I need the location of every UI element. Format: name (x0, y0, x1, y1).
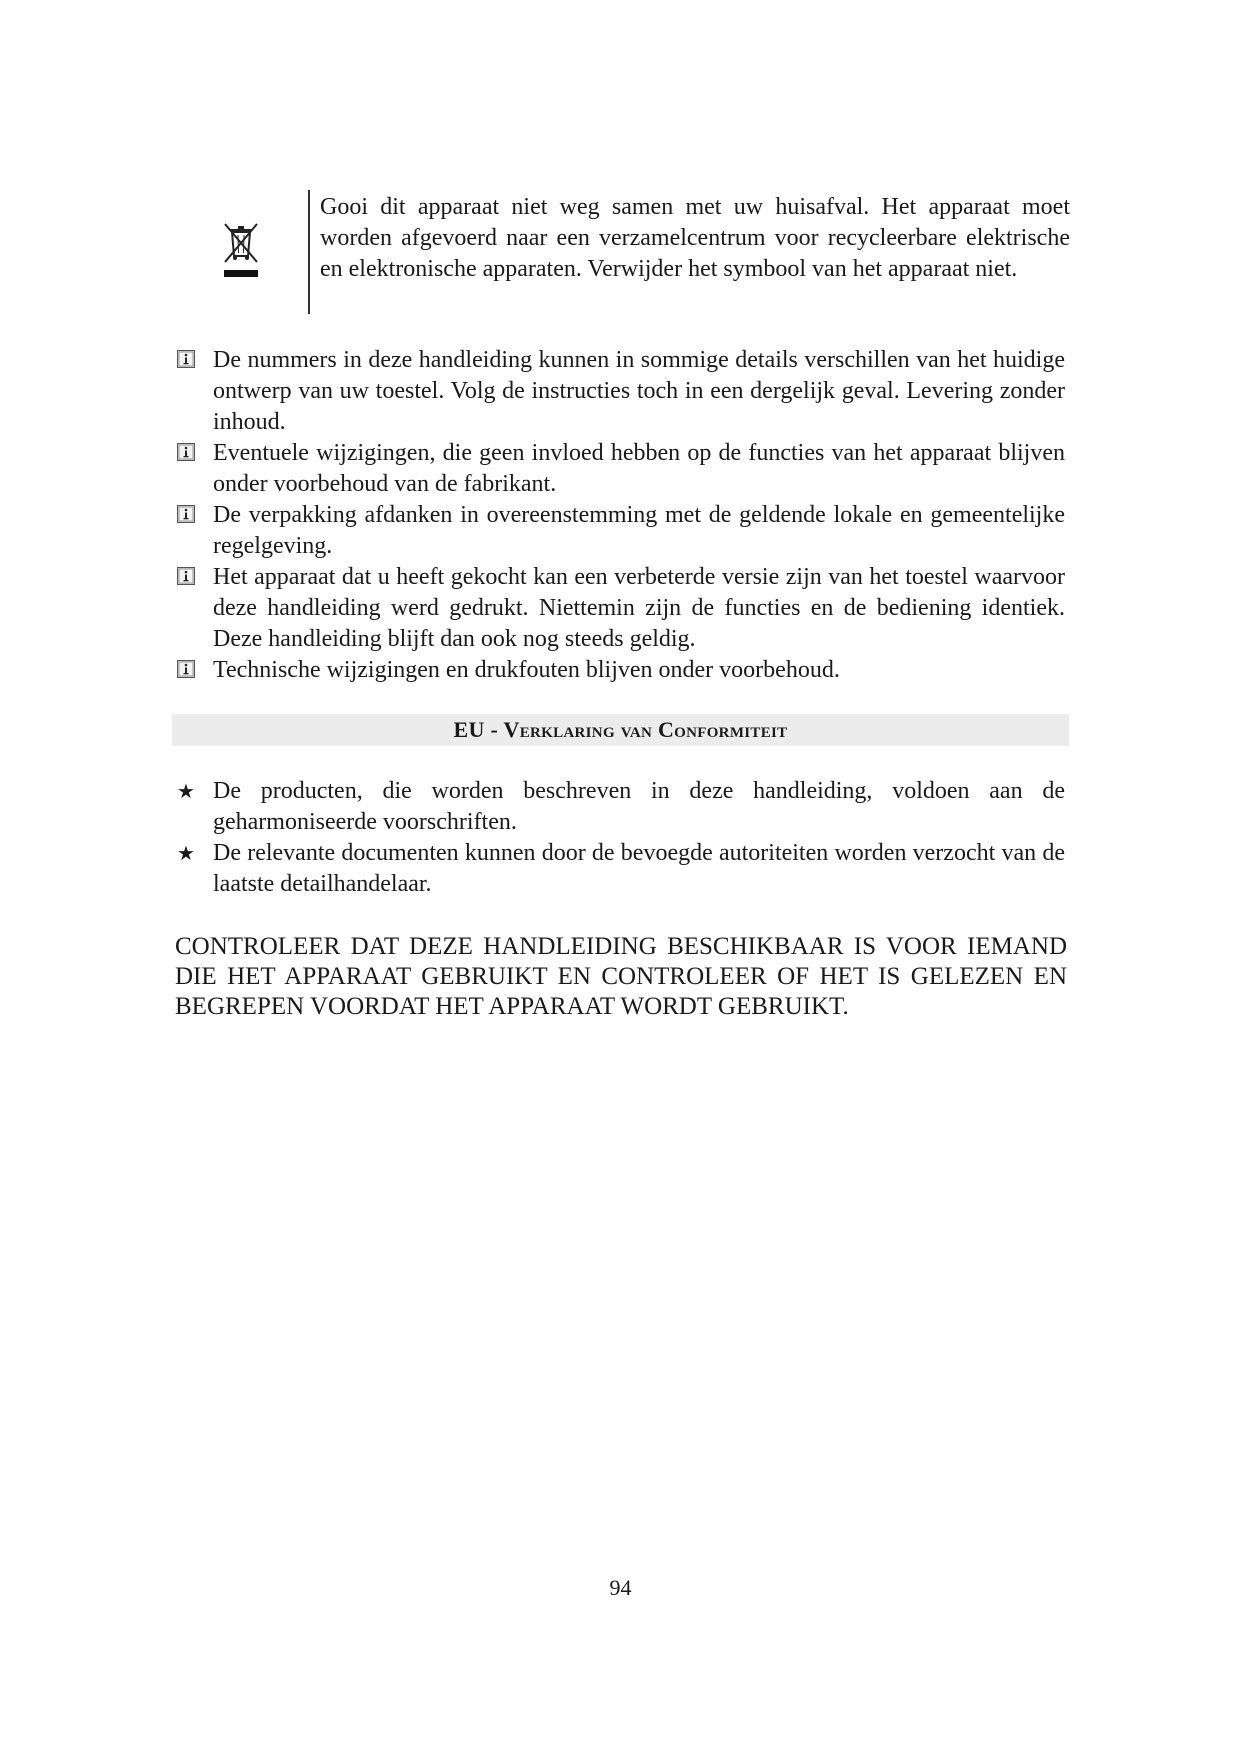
info-note-text: De verpakking afdanken in overeenstemming met de geldende lokale en gemeentelijke regelgeving. (213, 502, 1065, 559)
info-note-text: Technische wijzigingen en drukfouten blijven onder voorbehoud. (213, 657, 840, 683)
info-note-3 (175, 500, 1065, 562)
eu-declaration-item-1 (175, 776, 1065, 838)
weee-text: Gooi dit apparaat niet weg samen met uw huisafval. Het apparaat moet worden afgevoerd naar een verzamelcentrum voor recycleerbare elektrische en elektronische apparaten. Verwijder het symbool van het apparaat niet. (320, 194, 1070, 282)
info-notes-list (175, 345, 1065, 686)
weee-notice (205, 190, 1075, 318)
star-icon: ★ (177, 779, 195, 803)
info-note-text: Eventuele wijzigingen, die geen invloed hebben op de functies van het apparaat blijven onder voorbehoud van de fabrikant. (213, 440, 1065, 497)
page-number: 94 (609, 1575, 632, 1600)
crossed-out-wheelie-bin-icon (221, 220, 261, 280)
info-icon (177, 505, 195, 523)
info-note-text: Het apparaat dat u heeft gekocht kan een verbeterde versie zijn van het toestel waarvoor deze handleiding werd gedrukt. Niettemin zijn de functies en de bediening identiek. Deze handleiding blijft dan ook nog steeds geldig. (213, 564, 1065, 652)
info-icon (177, 660, 195, 678)
info-note-5 (175, 655, 1065, 686)
eu-declaration-item-2 (175, 838, 1065, 900)
eu-declaration-list (175, 776, 1065, 900)
star-icon: ★ (177, 841, 195, 865)
info-note-text: De nummers in deze handleiding kunnen in sommige details verschillen van het huidige ontwerp van uw toestel. Volg de instructies toch in een dergelijk geval. Levering zonder inhoud. (213, 347, 1065, 435)
info-icon (177, 350, 195, 368)
info-note-1 (175, 345, 1065, 438)
usage-warning: CONTROLEER DAT DEZE HANDLEIDING BESCHIKBAAR IS VOOR IEMAND DIE HET APPARAAT GEBRUIKT EN CONTROLEER OF HET IS GELEZEN EN BEGREPEN VOORDAT HET APPARAAT WORDT GEBRUIKT. (175, 933, 1067, 1020)
info-icon (177, 443, 195, 461)
eu-declaration-text: De producten, die worden beschreven in deze handleiding, voldoen aan de geharmoniseerde voorschriften. (213, 778, 1065, 835)
info-note-2 (175, 438, 1065, 500)
eu-declaration-heading: EU - Verklaring van Conformiteit (172, 714, 1069, 746)
info-note-4 (175, 562, 1065, 655)
weee-divider (308, 190, 310, 314)
info-icon (177, 567, 195, 585)
eu-declaration-text: De relevante documenten kunnen door de bevoegde autoriteiten worden verzocht van de laatste detailhandelaar. (213, 840, 1065, 897)
